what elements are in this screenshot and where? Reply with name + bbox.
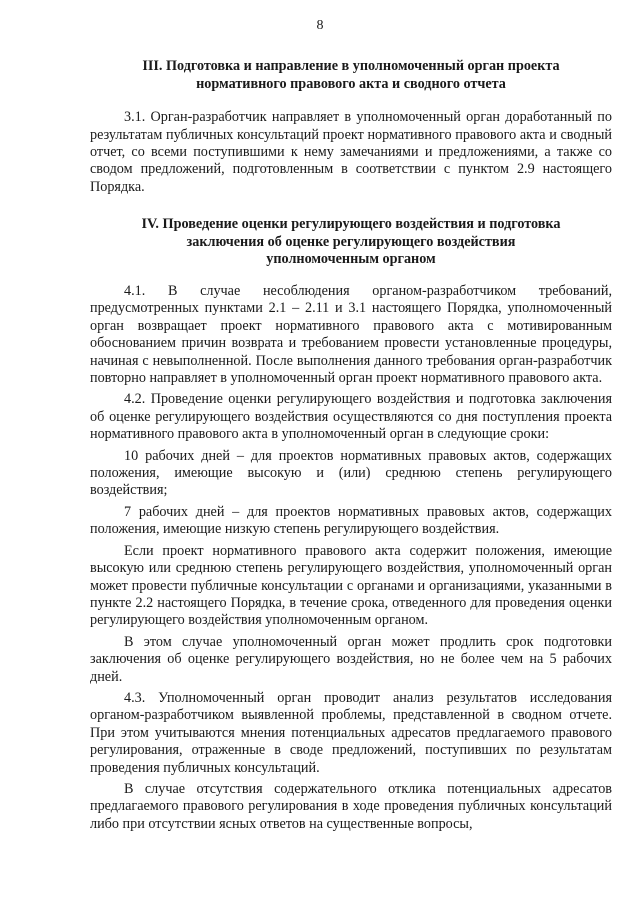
- paragraph-4-1: 4.1. В случае несоблюдения органом-разработчиком требований, предусмотренных пунктами 2.1 – 2.11 и 3.1 настоящего Порядка, уполномоченный орган возвращает проект нормативного правового акта с мотивированным обоснованием причин возврата и требованием провести установленные процедуры, начиная с невыполненной. После выполнения данного требования орган-разработчик повторно направляет в уполномоченный орган проект нормативного правового акта.: [90, 283, 612, 387]
- paragraph-4-2-consultations: Если проект нормативного правового акта содержит положения, имеющие высокую или среднюю степень регулирующего воздействия, уполномоченный орган может провести публичные консультации с органами и организациями, указанными в пункте 2.2 настоящего Порядка, в течение срока, отведенного для проведения оценки регулирующего воздействия уполномоченным органом.: [90, 542, 612, 629]
- paragraph-4-2-low: 7 рабочих дней – для проектов нормативных правовых актов, содержащих положения, имеющие низкую степень регулирующего воздействия.: [90, 503, 612, 538]
- section-3-heading: [90, 58, 612, 93]
- paragraph-4-2-extension: В этом случае уполномоченный орган может продлить срок подготовки заключения об оценке регулирующего воздействия, но не более чем на 5 рабочих дней.: [90, 633, 612, 685]
- document-body: [90, 58, 612, 833]
- section-4-heading-line-2: заключения об оценке регулирующего воздействия: [186, 233, 516, 250]
- section-4-heading-line-3: уполномоченным органом: [266, 251, 436, 268]
- paragraph-3-1: 3.1. Орган-разработчик направляет в уполномоченный орган доработанный по результатам публичных консультаций проект нормативного правового акта и сводный отчет, со всеми поступившими к нему замечаниями и предложениями, а также со сводом предложений, подготовленным в соответствии с пунктом 2.9 настоящего Порядка.: [90, 109, 612, 195]
- section-3-heading-line-2: нормативного правового акта и сводного отчета: [196, 75, 506, 92]
- paragraph-4-3: 4.3. Уполномоченный орган проводит анализ результатов исследования органом-разработчиком выявленной проблемы, представленной в сводном отчете. При этом учитываются мнения потенциальных адресатов предлагаемого правового регулирования, отраженные в своде предложений, поступивших по результатам проведения публичных консультаций.: [90, 689, 612, 776]
- paragraph-4-2-high-medium: 10 рабочих дней – для проектов нормативных правовых актов, содержащих положения, имеющие высокую и (или) среднюю степень регулирующего воздействия;: [90, 447, 612, 499]
- paragraph-4-3-no-response: В случае отсутствия содержательного отклика потенциальных адресатов предлагаемого правового регулирования в ходе проведения публичных консультаций либо при отсутствии ясных ответов на существенные вопросы,: [90, 780, 612, 832]
- section-4-heading-line-1: IV. Проведение оценки регулирующего воздействия и подготовка: [141, 216, 561, 233]
- section-4-heading: [90, 216, 612, 269]
- page-number: 8: [316, 18, 324, 33]
- paragraph-4-2: 4.2. Проведение оценки регулирующего воздействия и подготовка заключения об оценке регулирующего воздействия осуществляются со дня поступления проекта нормативного правового акта в уполномоченный орган в следующие сроки:: [90, 391, 612, 443]
- section-3-heading-line-1: III. Подготовка и направление в уполномоченный орган проекта: [142, 58, 560, 74]
